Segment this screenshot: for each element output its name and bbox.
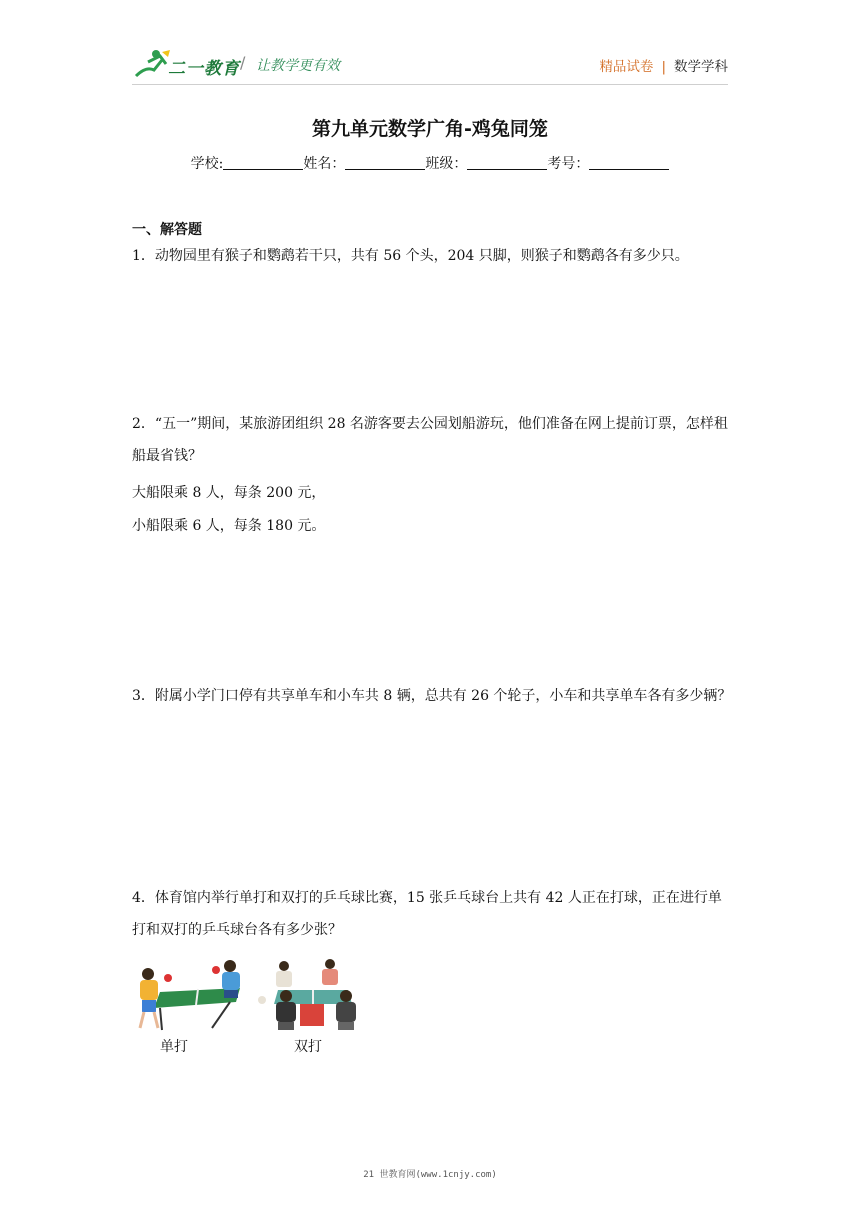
question-3: 3．附属小学门口停有共享单车和小车共 8 辆，总共有 26 个轮子，小车和共享单车各有多少辆？ [132,688,732,704]
section-heading: 一、解答题 [132,222,202,238]
question-2-small-boat: 小船限乘 6 人，每条 180 元。 [132,518,326,534]
logo-text: 二一教育 [168,59,240,79]
slogan: 让教学更有效 [256,58,340,74]
page-footer: 21 世教育网(www.1cnjy.com) [363,1170,497,1180]
subject-label: 数学学科 [674,59,728,75]
tag-label: 精品试卷 [599,59,654,75]
header-divider [132,84,728,85]
header-tags [599,55,728,75]
page-header [132,40,728,82]
doubles-table-tennis-icon [248,956,360,1032]
question-2: 2．“五一”期间，某旅游团组织 28 名游客要去公园划船游玩，他们准备在网上提前订票，怎样租船最省钱？ [132,416,728,464]
slash-divider: / [240,53,246,72]
doubles-caption: 双打 [294,1039,322,1055]
tag-separator: | [661,59,666,75]
question-4: 4．体育馆内举行单打和双打的乒乓球比赛，15 张乒乓球台上共有 42 人正在打球，正在进行单打和双打的乒乓球台各有多少张？ [132,890,722,938]
exam-no-field[interactable] [589,155,669,170]
school-field[interactable] [223,155,303,170]
exam-no-label: 考号： [547,156,590,172]
class-field[interactable] [467,155,547,170]
question-2-big-boat: 大船限乘 8 人，每条 200 元， [132,485,326,501]
singles-table-tennis-icon [132,956,246,1032]
name-label: 姓名： [303,156,346,172]
school-label: 学校: [190,156,224,172]
class-label: 班级： [425,156,468,172]
student-info [0,153,860,173]
question-1: 1．动物园里有猴子和鹦鹉若干只，共有 56 个头，204 只脚，则猴子和鹦鹉各有多少只。 [132,248,689,264]
page-title: 第九单元数学广角-鸡兔同笼 [312,118,548,140]
singles-caption: 单打 [160,1039,188,1055]
name-field[interactable] [345,155,425,170]
